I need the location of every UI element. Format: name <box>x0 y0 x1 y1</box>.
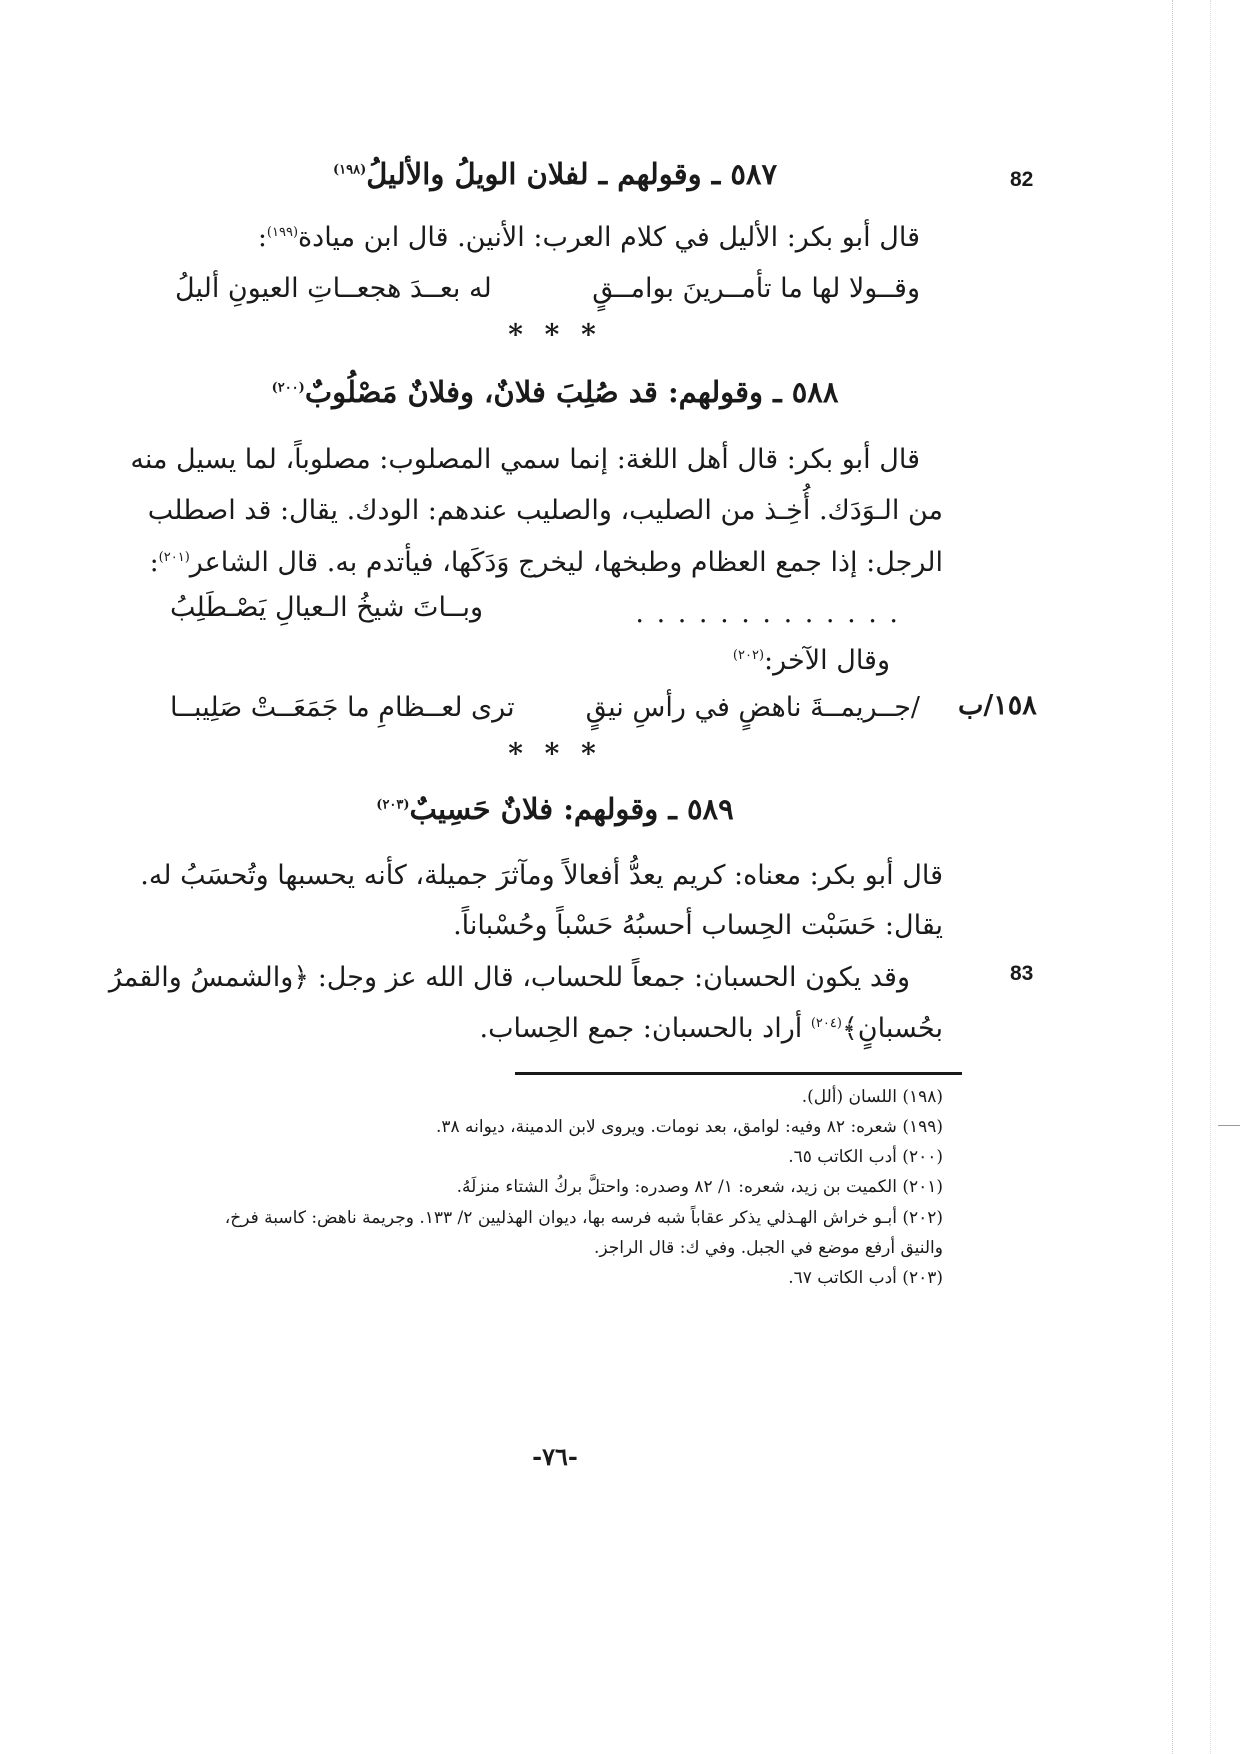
footnote-200: (٢٠٠) أدب الكاتب ٦٥. <box>788 1147 943 1167</box>
body-text: بحُسبانٍ﴾ <box>841 1013 943 1044</box>
footnote-ref: (٢٠١) <box>158 550 190 565</box>
entry-589-line-4 <box>480 1013 944 1044</box>
footnote-ref: (٢٠٢) <box>732 648 765 663</box>
entry-588-line-2: من الـوَدَك. أُخِـذ من الصليب، والصليب عندهم: الودك. يقال: قد اصطلب <box>147 495 943 526</box>
footnote-separator <box>515 1072 962 1075</box>
footnote-203: (٢٠٣) أدب الكاتب ٦٧. <box>788 1268 943 1288</box>
entry-588-verse-2-left: ترى لعــظامِ ما جَمَعَــتْ صَلِيبــا <box>170 692 515 723</box>
entry-588-verse-1-left: وبــاتَ شيخُ الـعيالِ يَصْـطَلِبُ <box>170 592 484 623</box>
scan-edge-line <box>1172 0 1173 1754</box>
margin-page-83: 83 <box>1010 962 1034 985</box>
entry-587-verse-left: له بعــدَ هجعــاتِ العيونِ أليلُ <box>175 273 492 304</box>
footnote-ref: (٢٠٠) <box>271 380 305 396</box>
margin-page-82: 82 <box>1010 168 1034 191</box>
footnote-202-cont: والنيق أرفع موضع في الجبل. وفي ك: قال الراجز. <box>593 1238 943 1258</box>
entry-589-line-3: وقد يكون الحسبان: جمعاً للحساب، قال الله عز وجل: ﴿والشمسُ والقمرُ <box>108 962 910 993</box>
entry-587-heading <box>150 157 960 191</box>
body-text: : <box>257 222 267 253</box>
heading-text: ٥٨٧ ـ وقولهم ـ لفلان الويلُ والأليلُ <box>366 157 778 191</box>
scan-mark <box>1218 1125 1240 1126</box>
footnote-ref: (١٩٩) <box>266 225 299 240</box>
entry-588-line-3 <box>150 547 943 578</box>
body-text: أراد بالحسبان: جمع الحِساب. <box>479 1013 811 1044</box>
margin-folio: ١٥٨/ب <box>958 690 1037 721</box>
footnote-ref: (١٩٨) <box>332 162 367 178</box>
body-text: : <box>149 547 159 578</box>
footnote-202: (٢٠٢) أبـو خراش الهـذلي يذكر عقاباً شبه فرسه بها، ديوان الهذليين ٢/ ١٣٣. وجريمة ناهض: كاسبة فرخ، <box>224 1208 943 1228</box>
footnote-199: (١٩٩) شعره: ٨٢ وفيه: لوامق، بعد نومات. ويروى لابن الدمينة، ديوانه ٣٨. <box>435 1117 943 1137</box>
body-text: الرجل: إذا جمع العظام وطبخها، ليخرج وَدَكَها، فيأتدم به. قال الشاعر <box>189 547 943 578</box>
scan-edge-line <box>1210 0 1211 1754</box>
entry-588-heading <box>150 375 960 409</box>
entry-589-line-1: قال أبو بكر: معناه: كريم يعدُّ أفعالاً ومآثرَ جميلة، كأنه يحسبها وتُحسَبُ له. <box>140 860 943 891</box>
entry-589-line-2: يقال: حَسَبْت الحِساب أحسبُهُ حَسْباً وحُسْباناً. <box>453 910 943 941</box>
separator-stars: * * * <box>508 318 602 351</box>
entry-587-verse-right: وقــولا لها ما تأمــرينَ بوامــقٍ <box>592 273 920 304</box>
footnote-198: (١٩٨) اللسان (ألل). <box>801 1087 943 1107</box>
body-text: وقال الآخر: <box>764 645 890 676</box>
separator-stars: * * * <box>508 737 602 770</box>
entry-589-heading <box>150 792 960 826</box>
entry-588-line-1: قال أبو بكر: قال أهل اللغة: إنما سمي المصلوب: مصلوباً، لما يسيل منه <box>130 444 920 475</box>
heading-text: ٥٨٩ ـ وقولهم: فلانٌ حَسِيبٌ <box>409 792 734 826</box>
footnote-ref: (٢٠٤) <box>810 1016 842 1031</box>
entry-587-line-1 <box>258 222 920 253</box>
footnote-ref: (٢٠٣) <box>376 797 410 813</box>
entry-588-verse-1-right: . . . . . . . . . . . . . <box>635 598 900 629</box>
body-text: قال أبو بكر: الأليل في كلام العرب: الأنين. قال ابن ميادة <box>298 222 920 253</box>
heading-text: ٥٨٨ ـ وقولهم: قد صُلِبَ فلانٌ، وفلانٌ مَصْلُوبٌ <box>304 375 839 409</box>
footnote-201: (٢٠١) الكميت بن زيد، شعره: ١/ ٨٢ وصدره: واحتلَّ بركُ الشتاء منزلَهُ. <box>456 1177 943 1197</box>
entry-588-verse-2-right: /جــريمــةَ ناهضٍ في رأسِ نيقٍ <box>585 692 920 723</box>
entry-588-other-label <box>733 645 890 676</box>
page-number: -٧٦- <box>532 1442 578 1471</box>
